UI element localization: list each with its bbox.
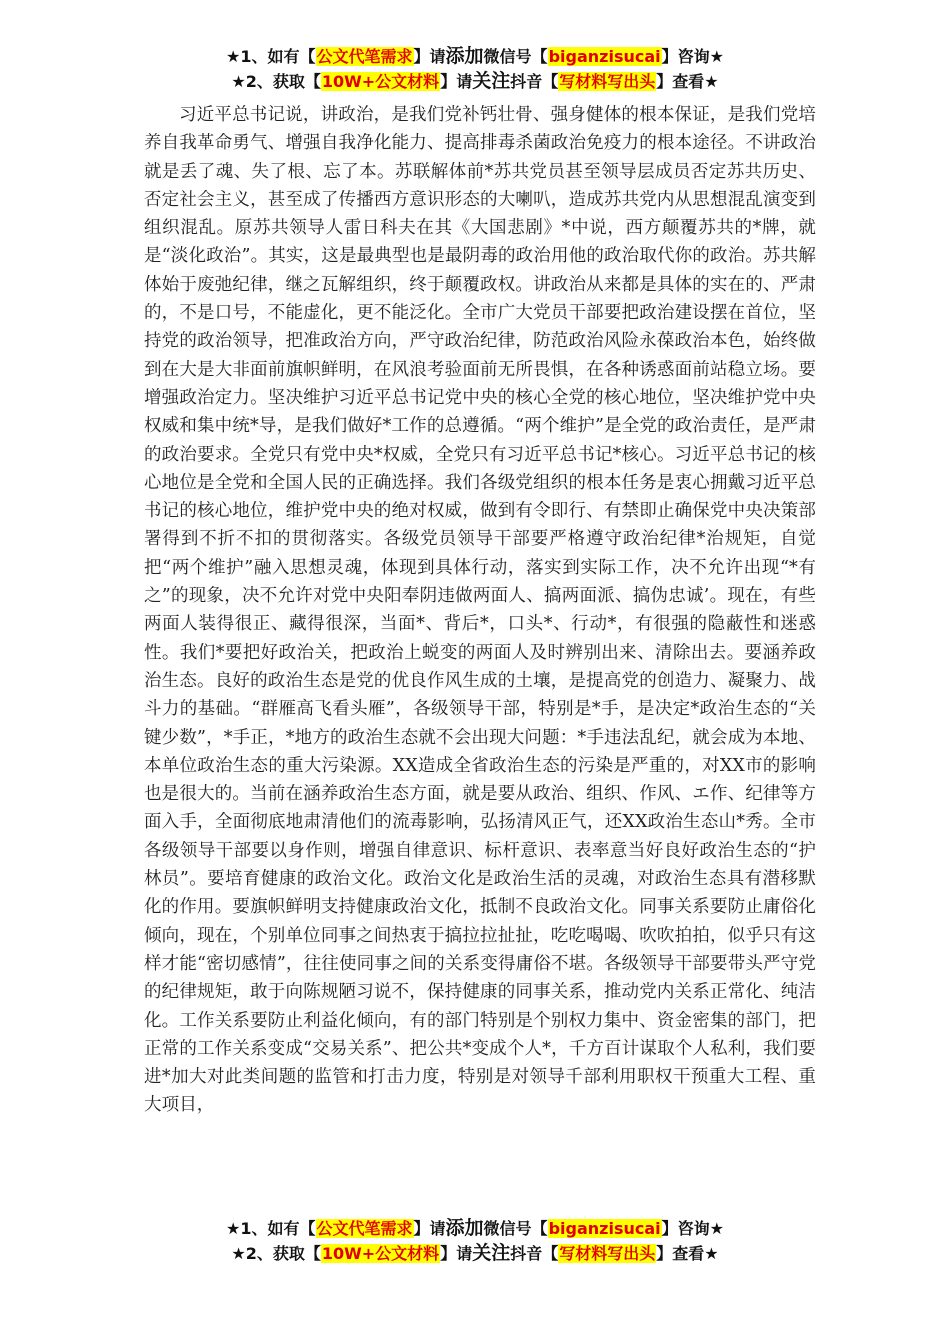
footer-line-1 — [0, 1216, 950, 1241]
header-line-1-highlight-wechat: biganzisucai — [548, 47, 661, 66]
header-line-2-middle: 】请 — [440, 72, 473, 91]
footer-line-1-prefix: ★1、如有【 — [226, 1219, 316, 1238]
header-line-1 — [0, 44, 950, 69]
footer-line-1-highlight-wechat: biganzisucai — [548, 1219, 661, 1238]
footer-line-1-suffix: 】咨询★ — [661, 1219, 724, 1238]
footer-line-2-highlight-douyin: 写材料写出头 — [559, 1244, 656, 1263]
header-line-1-highlight-service: 公文代笔需求 — [316, 47, 413, 66]
header-line-2-highlight-douyin: 写材料写出头 — [559, 72, 656, 91]
header-line-1-middle: 】请 — [413, 47, 446, 66]
header-line-2-middle-2: 抖音【 — [510, 72, 559, 91]
footer-line-1-middle: 】请 — [413, 1219, 446, 1238]
footer-line-1-middle-2: 微信号【 — [483, 1219, 548, 1238]
footer-line-2-emphasis: 关注 — [472, 1242, 511, 1264]
header-banner — [0, 44, 950, 94]
header-line-1-prefix: ★1、如有【 — [226, 47, 316, 66]
header-line-1-suffix: 】咨询★ — [661, 47, 724, 66]
body-paragraph: 习近平总书记说，讲政治，是我们党补钙壮骨、强身健体的根本保证，是我们党培养自我革命勇气、增强自我净化能力、提高排毒杀菌政治免疫力的根本途径。不讲政治就是丢了魂、失了根、忘了本。苏联解体前*苏共党员甚至领导层成员否定苏共历史、否定社会主义，甚至成了传播西方意识形态的大喇叭，造成苏共党内从思想混乱演变到组织混乱。原苏共领导人雷日科夫在其《大国悲剧》*中说，西方颠覆苏共的*牌，就是“淡化政治”。其实，这是最典型也是最阴毒的政治用他的政治取代你的政治。苏共解体始于废弛纪律，继之瓦解组织，终于颠覆政权。讲政治从来都是具体的实在的、严肃的，不是口号，不能虚化，更不能泛化。全市广大党员干部要把政治建设摆在首位，坚持党的政治领导，把准政治方向，严守政治纪律，防范政治风险永葆政治本色，始终做到在大是大非面前旗帜鲜明，在风浪考验面前无所畏惧，在各种诱惑面前站稳立场。要增强政治定力。坚决维护习近平总书记党中央的核心全党的核心地位，坚决维护党中央权威和集中统*导，是我们做好*工作的总遵循。“两个维护”是全党的政治责任，是严肃的政治要求。全党只有党中央*权威，全党只有习近平总书记*核心。习近平总书记的核心地位是全党和全国人民的正确选择。我们各级党组织的根本任务是衷心拥戴习近平总书记的核心地位，维护党中央的绝对权威，做到有令即行、有禁即止确保党中央决策部署得到不折不扣的贯彻落实。各级党员领导干部要严格遵守政治纪律*治规矩，自觉把“两个维护”融入思想灵魂，体现到具体行动，落实到实际工作，决不允许出现“*有之”的现象，决不允许对党中央阳奉阴违做两面人、搞两面派、搞伪忠诚’。现在，有些两面人装得很正、藏得很深，当面*、背后*，口头*、行动*，有很强的隐蔽性和迷惑性。我们*要把好政治关，把政治上蜕变的两面人及时辨别出来、清除出去。要涵养政治生态。良好的政治生态是党的优良作风生成的土壤，是提高党的创造力、凝聚力、战斗力的基础。“群雁高飞看头雁”，各级领导干部，特别是*手，是决定*政治生态的“关键少数”，*手正，*地方的政治生态就不会出现大问题：*手违法乱纪，就会成为本地、本单位政治生态的重大污染源。XX造成全省政治生态的污染是严重的，对XX市的影响也是很大的。当前在涵养政治生态方面，就是要从政治、组织、作风、エ作、纪律等方面入手，全面彻底地肃清他们的流毒影响，弘扬清风正气，还XX政治生态山*秀。全市各级领导干部要以身作则，增强自律意识、标杆意识、表率意当好良好政治生态的“护林员”。要培育健康的政治文化。政治文化是政治生活的灵魂，对政治生态具有潜移默化的作用。要旗帜鲜明支持健康政治文化，抵制不良政治文化。同事关系要防止庸俗化倾向，现在，个别单位同事之间热衷于搞拉拉扯扯，吃吃喝喝、吹吹拍拍，似乎只有这样才能“密切感情”，往往使同事之间的关系变得庸俗不堪。各级领导干部要带头严守党的纪律规矩，敢于向陈规陋习说不，保持健康的同事关系，推动党内关系正常化、纯洁化。工作关系要防止利益化倾向，有的部门特别是个别权力集中、资金密集的部门，把正常的工作关系变成“交易关系”、把公共*变成个人*，千方百计谋取个人私利，我们要进*加大对此类间题的监管和打击力度，特别是对领导千部利用职权干预重大工程、重大项目， — [144, 105, 816, 1116]
footer-line-1-highlight-service: 公文代笔需求 — [316, 1219, 413, 1238]
header-line-2-prefix: ★2、获取【 — [231, 72, 321, 91]
footer-line-2-highlight-materials: 10W+公文材料 — [321, 1244, 440, 1263]
header-line-2-emphasis: 关注 — [472, 70, 511, 92]
header-line-2 — [0, 69, 950, 94]
header-line-2-highlight-materials: 10W+公文材料 — [321, 72, 440, 91]
footer-line-1-emphasis: 添加 — [445, 1217, 484, 1239]
header-line-2-suffix: 】查看★ — [656, 72, 719, 91]
header-line-1-emphasis: 添加 — [445, 45, 484, 67]
footer-line-2-middle: 】请 — [440, 1244, 473, 1263]
header-line-1-middle-2: 微信号【 — [483, 47, 548, 66]
footer-banner — [0, 1216, 950, 1266]
footer-line-2-prefix: ★2、获取【 — [231, 1244, 321, 1263]
footer-line-2-suffix: 】查看★ — [656, 1244, 719, 1263]
footer-line-2 — [0, 1241, 950, 1266]
footer-line-2-middle-2: 抖音【 — [510, 1244, 559, 1263]
